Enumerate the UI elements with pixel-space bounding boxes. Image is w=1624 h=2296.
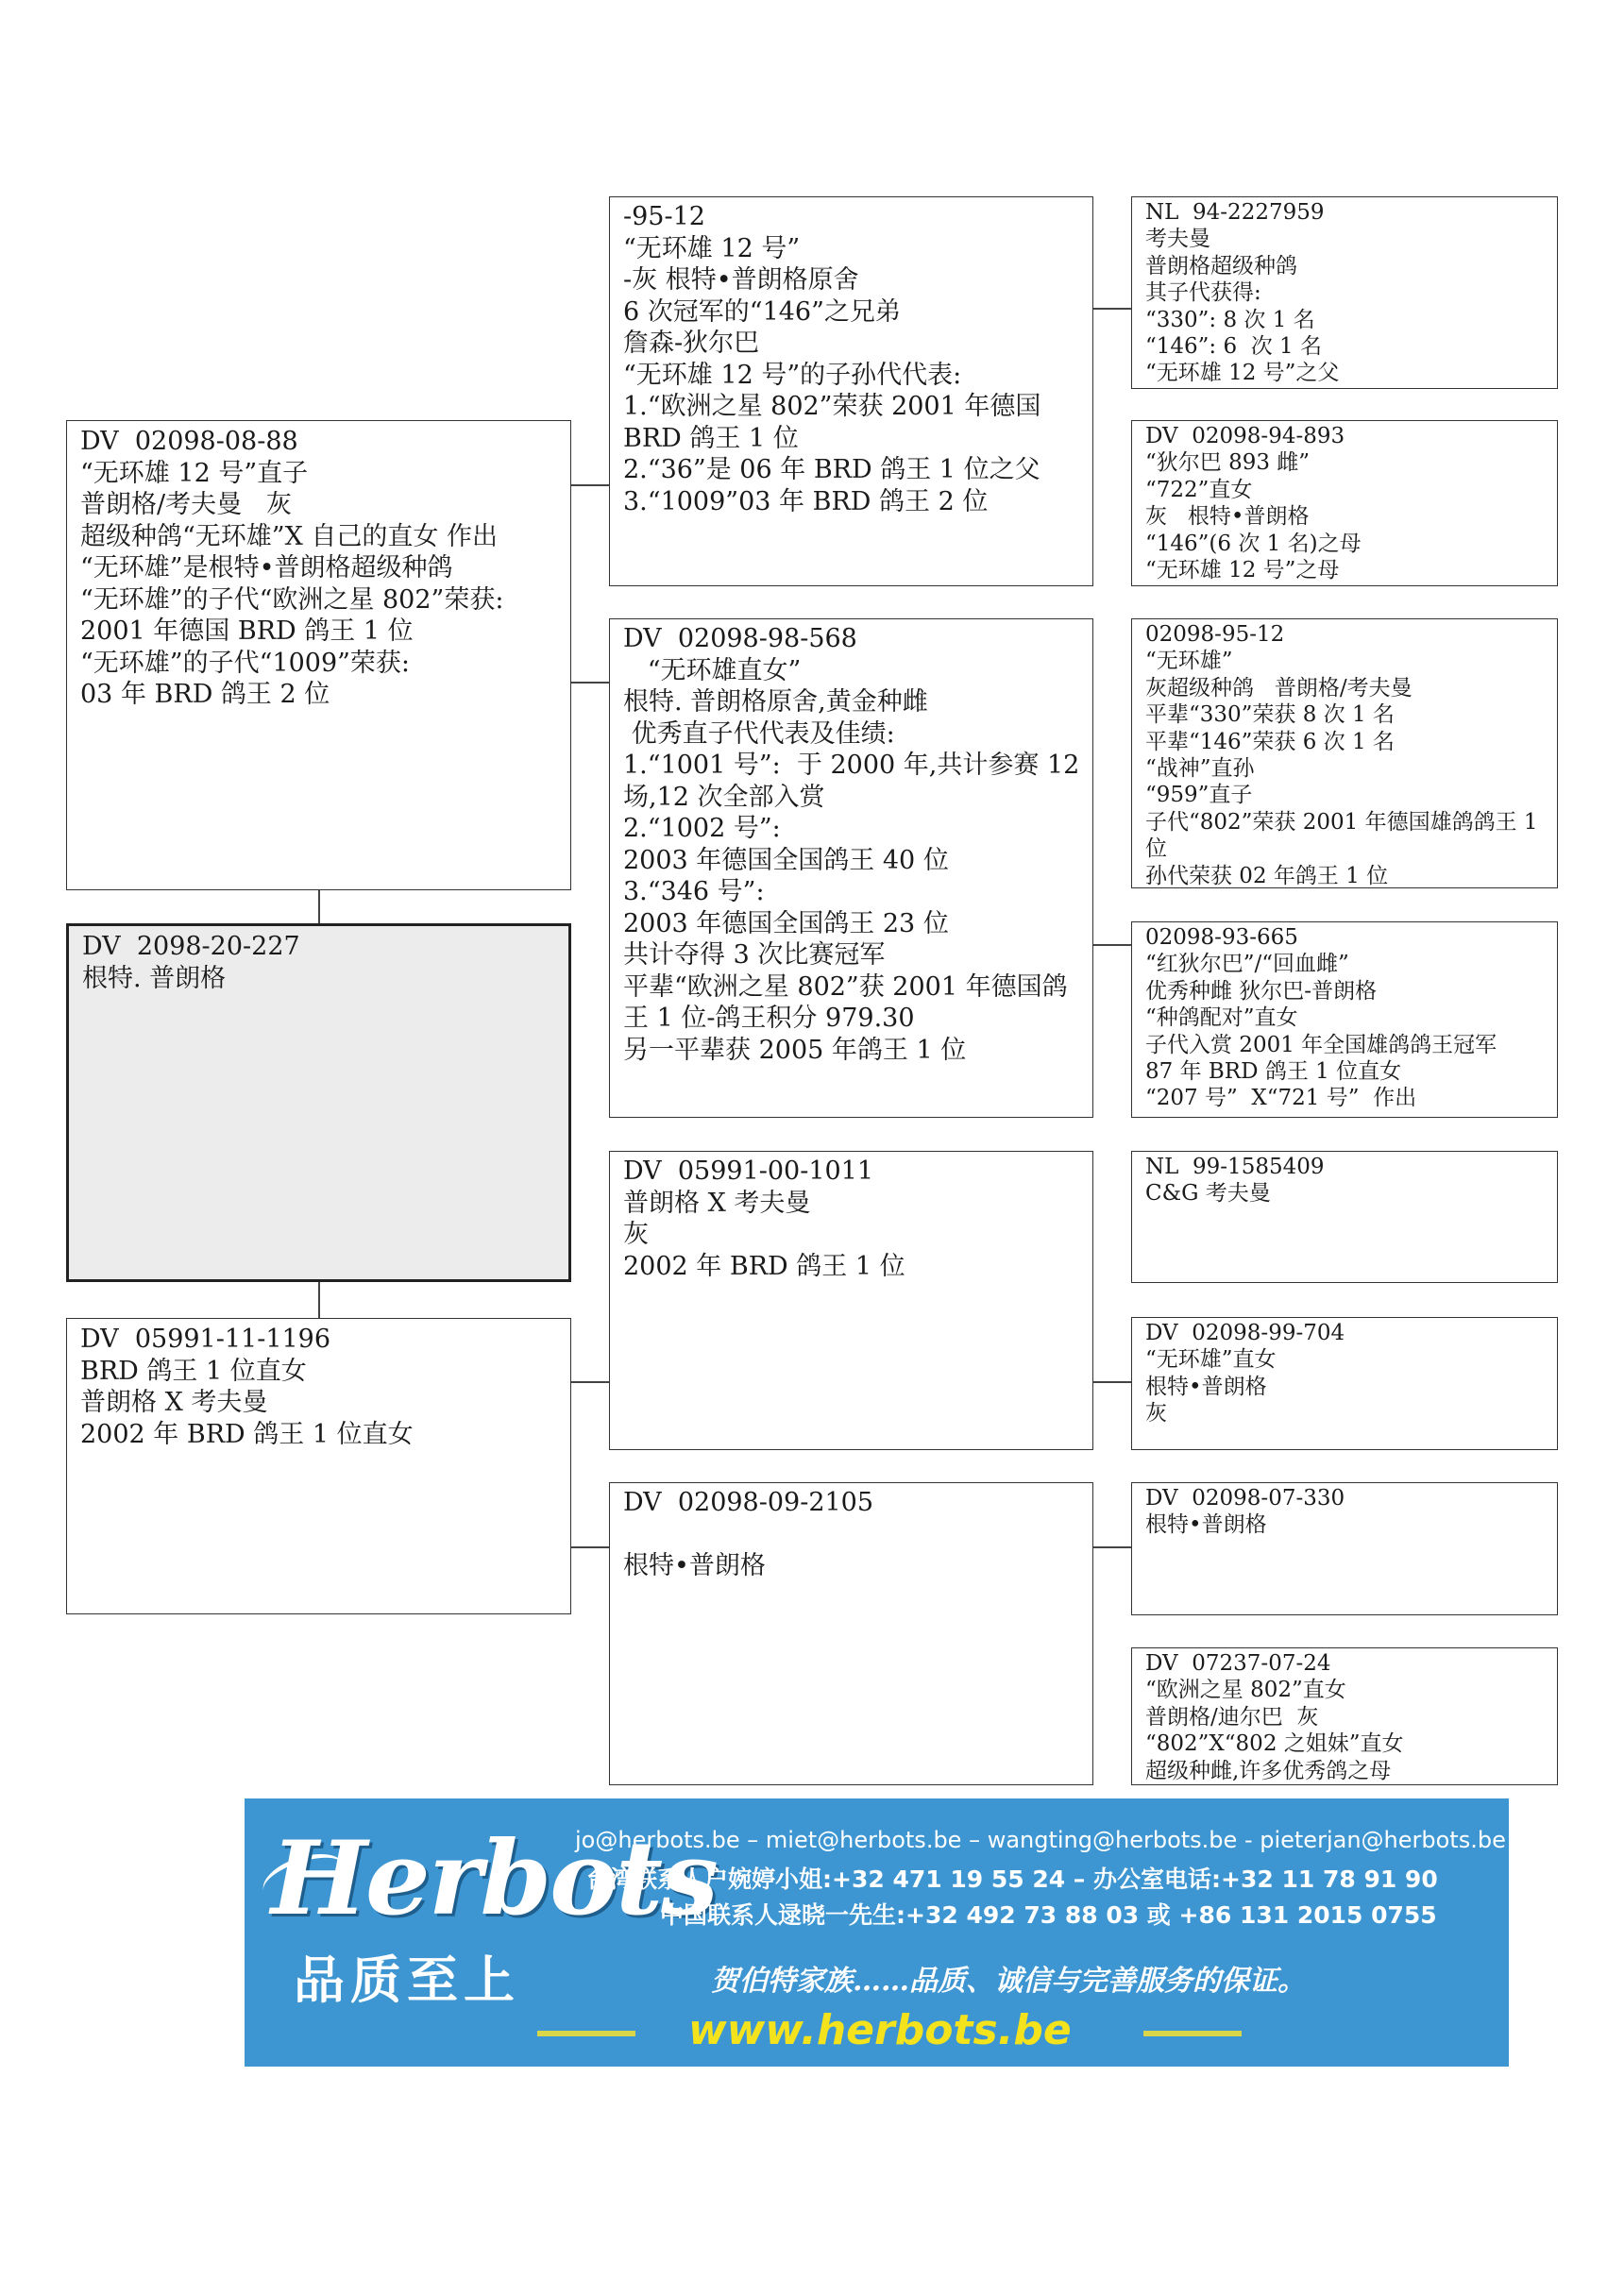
pedigree-line: 平辈“330”荣获 8 次 1 名 <box>1145 702 1395 728</box>
pedigree-line: 3.“346 号”: <box>623 877 765 906</box>
pedigree-line: 普朗格 X 考夫曼 <box>80 1388 268 1417</box>
pedigree-line: NL 99-1585409 <box>1145 1155 1325 1179</box>
pedigree-line: 普朗格 X 考夫曼 <box>623 1188 811 1218</box>
pedigree-line: 03 年 BRD 鸽王 2 位 <box>80 680 330 709</box>
pedigree-line: NL 94-2227959 <box>1145 200 1325 225</box>
pedigree-line: DV 02098-09-2105 <box>623 1488 874 1517</box>
pedigree-line: “狄尔巴 893 雌” <box>1145 450 1311 476</box>
pedigree-line: 2003 年德国全国鸽王 40 位 <box>623 845 949 875</box>
pedigree-line: 2.“1002 号”: <box>623 814 781 843</box>
pedigree-line: “无环雄”是根特•普朗格超级种鸽 <box>80 553 453 582</box>
pedigree-line: “146”: 6 次 1 名 <box>1145 334 1322 360</box>
pedigree-line: 根特•普朗格 <box>1145 1512 1267 1538</box>
gg-box-6 <box>1131 1317 1558 1450</box>
pedigree-line: 超级种雌,许多优秀鸽之母 <box>1145 1758 1392 1783</box>
pedigree-line: 2003 年德国全国鸽王 23 位 <box>623 908 949 938</box>
gg-box-7 <box>1131 1482 1558 1615</box>
dam-box <box>66 1318 571 1614</box>
pedigree-line: “战神”直孙 <box>1145 756 1255 782</box>
pedigree-line: “722”直女 <box>1145 477 1253 502</box>
pedigree-line: 子代入赏 2001 年全国雄鸽鸽王冠军 <box>1145 1032 1497 1057</box>
connector <box>1092 1546 1131 1548</box>
contact-china: 中国联系人逯晓一先生:+32 492 73 88 03 或 +86 131 2015 0755 <box>660 1901 1437 1929</box>
pedigree-line: DV 05991-11-1196 <box>80 1325 331 1354</box>
pedigree-line: 詹森-狄尔巴 <box>623 329 760 358</box>
gg-box-1 <box>1131 196 1558 389</box>
pedigree-line: 普朗格/迪尔巴 灰 <box>1145 1704 1319 1730</box>
connector <box>570 682 609 684</box>
pedigree-line: 另一平辈获 2005 年鸽王 1 位 <box>623 1035 967 1065</box>
pedigree-line <box>623 1519 1083 1551</box>
pedigree-line: “802”X“802 之姐妹”直女 <box>1145 1731 1404 1757</box>
pedigree-line: -灰 根特•普朗格原舍 <box>623 265 859 295</box>
connector <box>570 1381 609 1383</box>
pedigree-line: C&G 考夫曼 <box>1145 1181 1271 1207</box>
pedigree-line: 1.“欧洲之星 802”荣获 2001 年德国 BRD 鸽王 1 位 <box>623 392 1049 453</box>
pedigree-line: BRD 鸽王 1 位直女 <box>80 1356 307 1386</box>
contact-taiwan: 台湾联系人户婉婷小姐:+32 471 19 55 24 – 办公室电话:+32 11 78 91 90 <box>586 1866 1438 1893</box>
pedigree-line: 2.“36”是 06 年 BRD 鸽王 1 位之父 <box>623 455 1040 484</box>
sire-dam-box <box>609 618 1093 1118</box>
pedigree-line: 灰 <box>623 1220 649 1249</box>
pedigree-line: 普朗格/考夫曼 灰 <box>80 490 292 519</box>
pedigree-line: 考夫曼 <box>1145 227 1210 252</box>
gg-box-2 <box>1131 420 1558 586</box>
motto: 贺伯特家族……品质、诚信与完善服务的保证。 <box>711 1965 1306 1998</box>
pedigree-line: 平辈“146”荣获 6 次 1 名 <box>1145 729 1395 754</box>
pedigree-line: “959”直子 <box>1145 783 1253 808</box>
pedigree-line: “欧洲之星 802”直女 <box>1145 1678 1346 1703</box>
pedigree-line: 根特. 普朗格原舍,黄金种雌 <box>623 687 928 717</box>
pedigree-line: 2002 年 BRD 鸽王 1 位 <box>623 1251 905 1281</box>
pedigree-line: 孙代荣获 02 年鸽王 1 位 <box>1145 863 1389 888</box>
pedigree-line: DV 02098-08-88 <box>80 427 298 456</box>
pedigree-line: “无环雄直女” <box>623 655 802 685</box>
pedigree-line: “无环雄 12 号”直子 <box>80 458 309 488</box>
pedigree-line: “无环雄 12 号” <box>623 233 801 263</box>
pedigree-line: “无环雄” <box>1145 649 1233 674</box>
gg-box-5 <box>1131 1151 1558 1283</box>
pedigree-line: 灰 <box>1145 1401 1167 1427</box>
connector <box>318 889 320 923</box>
pedigree-line: 3.“1009”03 年 BRD 鸽王 2 位 <box>623 486 989 516</box>
herbots-logo: Herbots <box>271 1819 717 1938</box>
pedigree-line: DV 02098-94-893 <box>1145 424 1345 448</box>
pedigree-line: 87 年 BRD 鸽王 1 位直女 <box>1145 1059 1402 1085</box>
pedigree-line: 灰超级种鸽 普朗格/考夫曼 <box>1145 675 1413 701</box>
divider <box>537 2031 635 2036</box>
gg-box-4 <box>1131 921 1558 1118</box>
dam-dam-box <box>609 1482 1093 1785</box>
connector <box>570 1546 609 1548</box>
pedigree-line: “无环雄 12 号”之母 <box>1145 558 1340 583</box>
pedigree-line: “无环雄 12 号”之父 <box>1145 361 1340 386</box>
pedigree-line: “330”: 8 次 1 名 <box>1145 307 1315 332</box>
connector <box>1092 944 1131 946</box>
connector <box>318 1281 320 1318</box>
pedigree-line: 优秀种雌 狄尔巴-普朗格 <box>1145 978 1378 1004</box>
pedigree-line: DV 05991-00-1011 <box>623 1156 874 1186</box>
pedigree-line: 超级种鸽“无环雄”X 自己的直女 作出 <box>80 521 498 551</box>
pedigree-line: -95-12 <box>623 202 705 231</box>
gg-box-8 <box>1131 1647 1558 1785</box>
pedigree-line: 根特. 普朗格 <box>82 963 227 993</box>
pedigree-line: 灰 根特•普朗格 <box>1145 504 1310 530</box>
pedigree-line: 02098-95-12 <box>1145 622 1285 647</box>
pedigree-line: “无环雄”的子代“欧洲之星 802”荣获: <box>80 584 504 615</box>
sire-sire-box <box>609 196 1093 586</box>
pedigree-line: 2002 年 BRD 鸽王 1 位直女 <box>80 1419 414 1449</box>
pedigree-line: “无环雄”直女 <box>1145 1347 1277 1373</box>
pedigree-line: 平辈“欧洲之星 802”获 2001 年德国鸽王 1 位-鸽王积分 979.30 <box>623 971 1068 1033</box>
connector <box>1092 308 1131 310</box>
pedigree-line: DV 2098-20-227 <box>82 932 300 961</box>
divider <box>1143 2031 1242 2036</box>
pedigree-line: DV 02098-98-568 <box>623 624 857 653</box>
pedigree-line: “红狄尔巴”/“回血雌” <box>1145 952 1349 977</box>
pedigree-line: 共计夺得 3 次比赛冠军 <box>623 940 886 970</box>
connector <box>1092 1381 1131 1383</box>
pedigree-line: 普朗格超级种鸽 <box>1145 253 1297 279</box>
pedigree-line: 子代“802”荣获 2001 年德国雄鸽鸽王 1 位 <box>1145 809 1545 862</box>
pedigree-line: 1.“1001 号”: 于 2000 年,共计参赛 12 场,12 次全部入赏 <box>623 751 1088 812</box>
slogan: 品质至上 <box>294 1950 520 2010</box>
pedigree-line: 根特•普朗格 <box>1145 1374 1267 1399</box>
pedigree-line: DV 02098-07-330 <box>1145 1486 1345 1511</box>
pedigree-line: 6 次冠军的“146”之兄弟 <box>623 296 901 327</box>
gg-box-3 <box>1131 618 1558 888</box>
pedigree-line: “种鸽配对”直女 <box>1145 1005 1298 1031</box>
herbots-banner <box>245 1798 1509 2067</box>
pedigree-line: 根特•普朗格 <box>623 1551 766 1580</box>
pedigree-line: DV 07237-07-24 <box>1145 1651 1331 1676</box>
pedigree-line: “207 号” X“721 号” 作出 <box>1145 1086 1417 1111</box>
pedigree-line: DV 02098-99-704 <box>1145 1321 1345 1345</box>
pedigree-line: 其子代获得: <box>1145 280 1261 306</box>
pedigree-line: 优秀直子代代表及佳绩: <box>623 718 895 749</box>
pedigree-line: “无环雄 12 号”的子孙代代表: <box>623 360 962 390</box>
pedigree-line: 02098-93-665 <box>1145 925 1298 950</box>
pedigree-line: 2001 年德国 BRD 鸽王 1 位 <box>80 616 414 646</box>
dam-sire-box <box>609 1151 1093 1450</box>
pedigree-line: “无环雄”的子代“1009”荣获: <box>80 648 411 678</box>
website-link[interactable]: www.herbots.be <box>688 2006 1072 2054</box>
connector <box>570 484 609 486</box>
contact-emails: jo@herbots.be – miet@herbots.be – wangting@herbots.be - pieterjan@herbots.be <box>575 1827 1506 1853</box>
pedigree-line: “146”(6 次 1 名)之母 <box>1145 531 1362 556</box>
sire-box <box>66 420 571 890</box>
subject-box <box>66 923 571 1282</box>
